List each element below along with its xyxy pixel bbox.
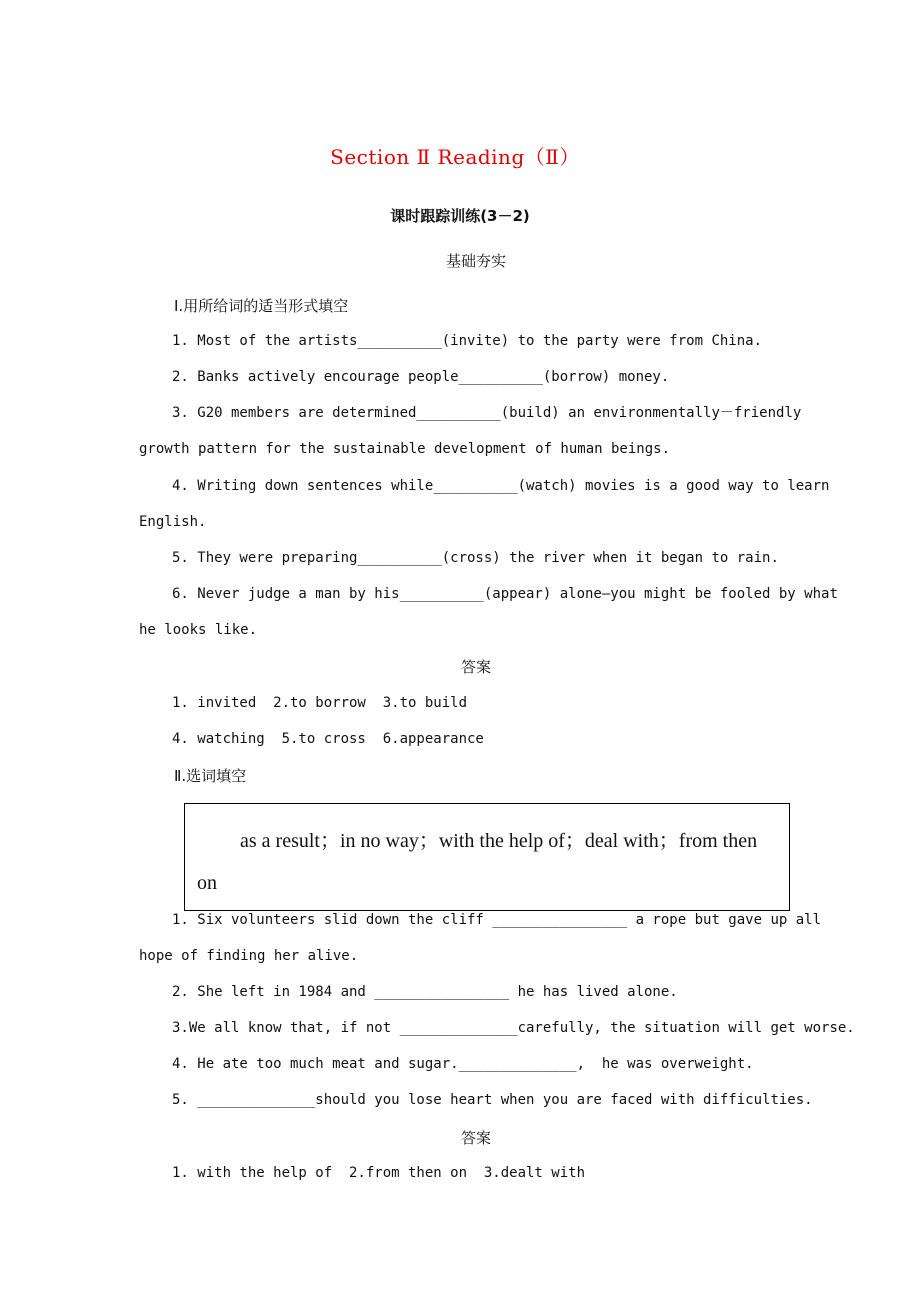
part1-question-3-continued: growth pattern for the sustainable development of human beings. bbox=[139, 441, 671, 457]
part2-question-5: 5. ______________should you lose heart when you are faced with difficulties. bbox=[172, 1092, 813, 1108]
part1-question-3: 3. G20 members are determined__________(build) an environmentally－friendly bbox=[172, 405, 802, 421]
part2-question-4: 4. He ate too much meat and sugar.______________, he was overweight. bbox=[172, 1056, 754, 1072]
part1-heading: Ⅰ.用所给词的适当形式填空 bbox=[174, 297, 349, 315]
part2-heading: Ⅱ.选词填空 bbox=[174, 767, 247, 785]
section-heading: 基础夯实 bbox=[445, 252, 506, 270]
part1-question-4: 4. Writing down sentences while__________(watch) movies is a good way to learn bbox=[172, 478, 830, 494]
part1-question-6-continued: he looks like. bbox=[139, 622, 258, 638]
part2-answers-line-1: 1. with the help of 2.from then on 3.dealt with bbox=[172, 1165, 586, 1181]
part1-question-6: 6. Never judge a man by his__________(appear) alone—you might be fooled by what bbox=[172, 586, 838, 602]
part1-question-1: 1. Most of the artists__________(invite) to the party were from China. bbox=[172, 333, 763, 349]
part1-question-2: 2. Banks actively encourage people__________(borrow) money. bbox=[172, 369, 670, 385]
word-bank-box bbox=[184, 803, 790, 911]
part1-question-4-continued: English. bbox=[139, 514, 207, 530]
part2-question-1: 1. Six volunteers slid down the cliff ________________ a rope but gave up all bbox=[172, 912, 822, 928]
page-title: Section Ⅱ Reading（Ⅱ） bbox=[330, 145, 580, 169]
part2-question-1-continued: hope of finding her alive. bbox=[139, 948, 359, 964]
part1-answer-heading: 答案 bbox=[460, 658, 491, 676]
part2-answer-heading: 答案 bbox=[460, 1129, 491, 1147]
part2-question-2: 2. She left in 1984 and ________________ he has lived alone. bbox=[172, 984, 678, 1000]
part1-question-5: 5. They were preparing__________(cross) the river when it began to rain. bbox=[172, 550, 779, 566]
word-bank-line-2: on bbox=[197, 872, 217, 894]
part2-question-3: 3.We all know that, if not ______________carefully, the situation will get worse. bbox=[172, 1020, 855, 1036]
part1-answers-line-1: 1. invited 2.to borrow 3.to build bbox=[172, 695, 468, 711]
exercise-subtitle: 课时跟踪训练(3－2) bbox=[390, 207, 530, 225]
word-bank-line-1: as a result；in no way；with the help of；deal with；from then bbox=[240, 830, 758, 852]
part1-answers-line-2: 4. watching 5.to cross 6.appearance bbox=[172, 731, 484, 747]
